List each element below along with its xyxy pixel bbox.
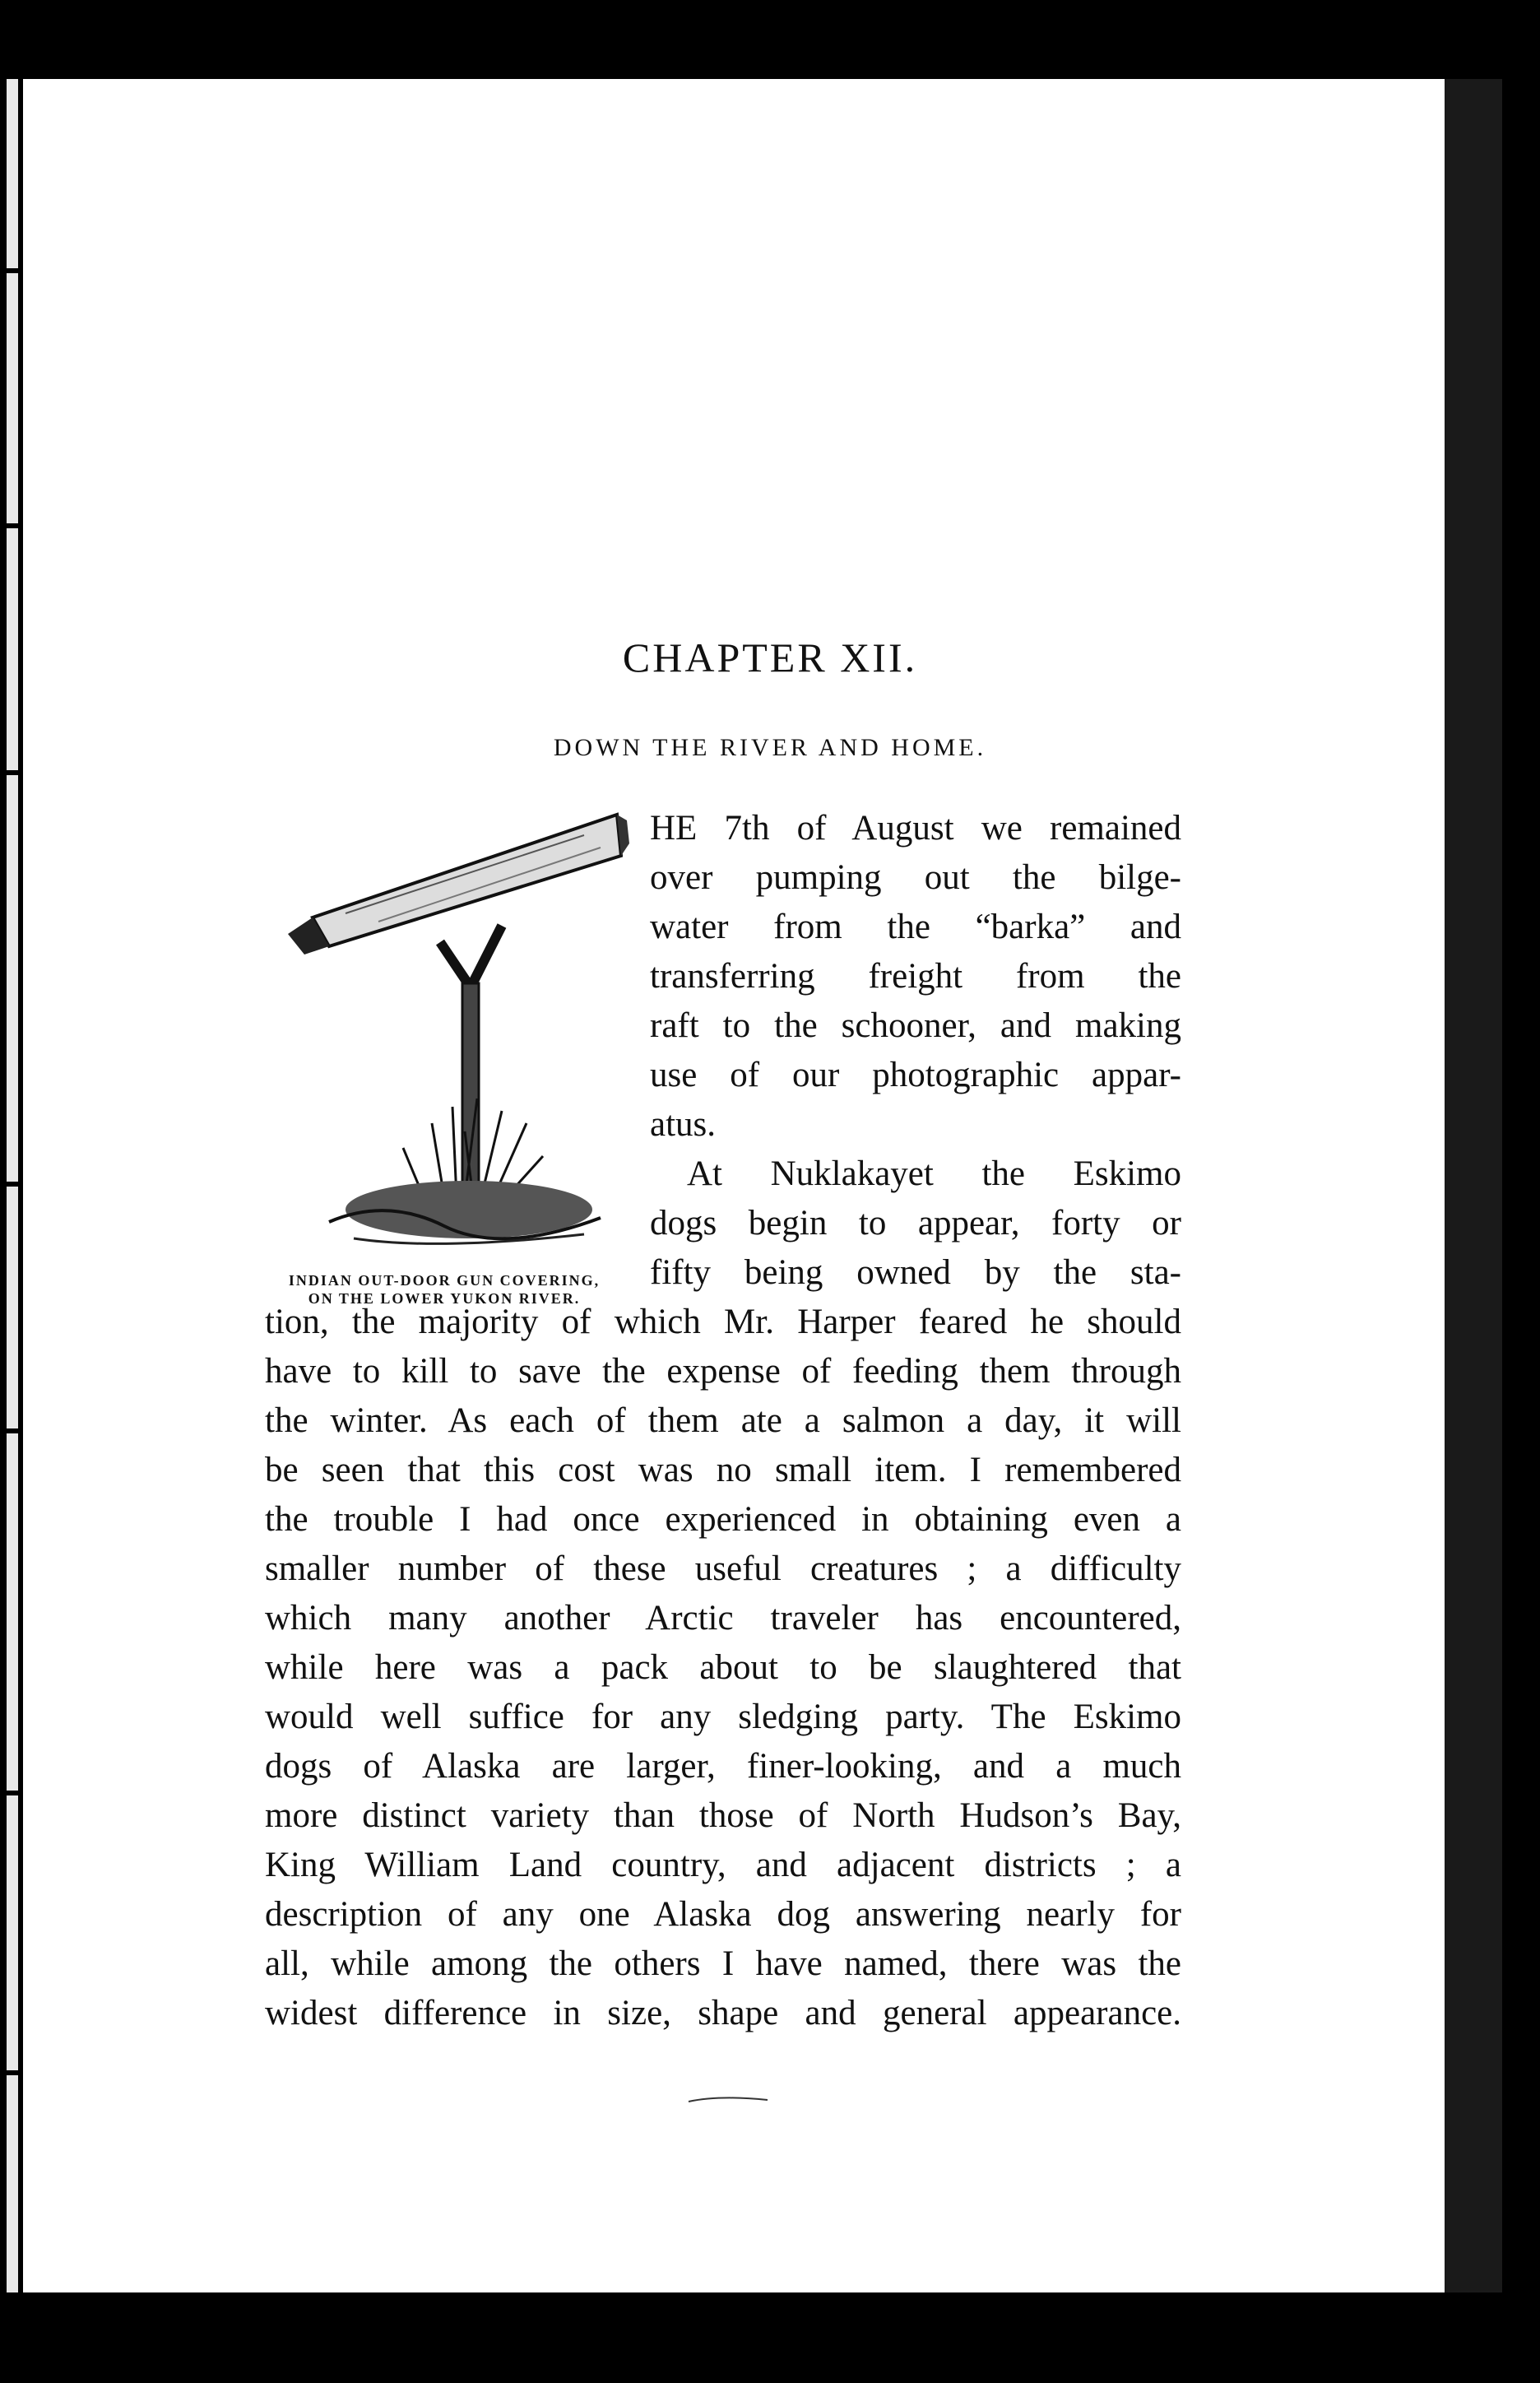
- text-line: King William Land country, and adjacent districts ; a: [265, 1846, 1181, 1884]
- text-line: over pumping out the bilge-: [650, 858, 1181, 897]
- text-line: more distinct variety than those of North Hudson’s Bay,: [265, 1796, 1181, 1835]
- text-line: widest difference in size, shape and general appearance.: [265, 1994, 1181, 2032]
- caption-line: ON THE LOWER YUKON RIVER.: [308, 1290, 581, 1307]
- text-line: water from the “barka” and: [650, 908, 1181, 946]
- chapter-title: CHAPTER XII.: [622, 634, 918, 681]
- text-line: which many another Arctic traveler has encountered,: [265, 1599, 1181, 1637]
- text-line: have to kill to save the expense of feeding them through: [265, 1352, 1181, 1391]
- text-line: At Nuklakayet the Eskimo: [687, 1154, 1181, 1193]
- text-line: HE 7th of August we remained: [650, 809, 1181, 848]
- text-line: dogs of Alaska are larger, finer-looking, and a much: [265, 1747, 1181, 1786]
- text-line: description of any one Alaska dog answering nearly for: [265, 1895, 1181, 1934]
- text-line: transferring freight from the: [650, 957, 1181, 996]
- text-line: the winter. As each of them ate a salmon a day, it will: [265, 1401, 1181, 1440]
- text-line: all, while among the others I have named, there was the: [265, 1944, 1181, 1983]
- caption-line: INDIAN OUT-DOOR GUN COVERING,: [288, 1272, 601, 1289]
- chapter-subtitle: DOWN THE RIVER AND HOME.: [553, 734, 987, 761]
- text-line: use of our photographic appar-: [650, 1056, 1181, 1094]
- text-line: the trouble I had once experienced in obtaining even a: [265, 1500, 1181, 1539]
- text-line: be seen that this cost was no small item. I remembered: [265, 1451, 1181, 1489]
- text-line: smaller number of these useful creatures ; a difficulty: [265, 1549, 1181, 1588]
- text-line: while here was a pack about to be slaughtered that: [265, 1648, 1181, 1687]
- gun-covering-illustration-icon: [255, 811, 633, 1271]
- page-edge-right: [1445, 79, 1502, 2301]
- text-line: tion, the majority of which Mr. Harper feared he should: [265, 1303, 1181, 1341]
- book-spine: [7, 79, 18, 2292]
- page-edge-bottom: [0, 2292, 1540, 2383]
- text-line: would well suffice for any sledging party. The Eskimo: [265, 1698, 1181, 1736]
- text-line: atus.: [650, 1105, 717, 1144]
- text-line: fifty being owned by the sta-: [650, 1253, 1181, 1292]
- text-line: raft to the schooner, and making: [650, 1006, 1181, 1045]
- text-line: dogs begin to appear, forty or: [650, 1204, 1181, 1243]
- end-flourish-icon: [687, 2097, 769, 2103]
